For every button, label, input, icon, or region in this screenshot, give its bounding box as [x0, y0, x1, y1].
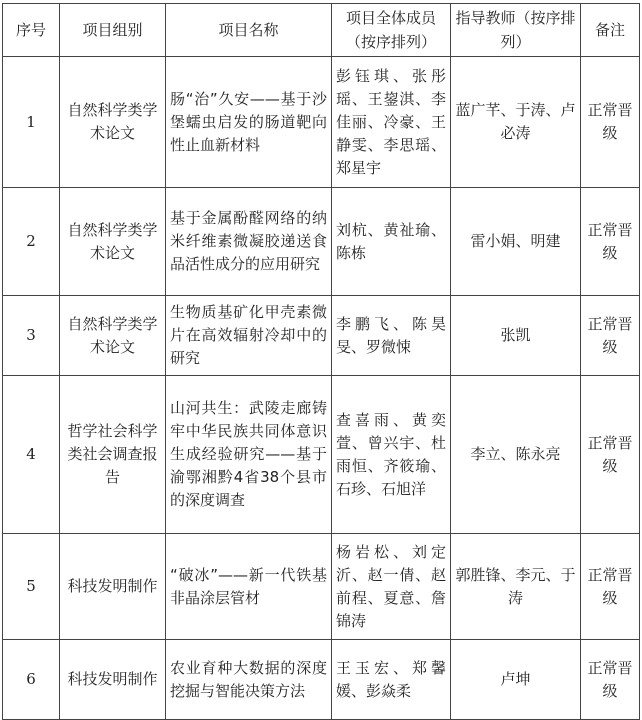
cell-group: 科技发明制作	[60, 640, 166, 720]
cell-seq: 1	[3, 57, 60, 188]
header-name: 项目名称	[166, 4, 332, 57]
cell-name: 山河共生：武陵走廊铸牢中华民族共同体意识生成经验研究——基于渝鄂湘黔4省38个县市的深度调查	[166, 376, 332, 534]
cell-group: 科技发明制作	[60, 534, 166, 640]
cell-seq: 5	[3, 534, 60, 640]
cell-advisors: 卢坤	[451, 640, 581, 720]
cell-name: 生物质基矿化甲壳素微片在高效辐射冷却中的研究	[166, 296, 332, 376]
header-advisors: 指导教师（按序排列）	[451, 4, 581, 57]
cell-members: 杨岩松、刘定沂、赵一倩、赵前程、夏意、詹锦涛	[332, 534, 451, 640]
cell-members: 刘杭、黄祉瑜、陈栋	[332, 188, 451, 296]
cell-name: “破冰”——新一代铁基非晶涂层管材	[166, 534, 332, 640]
cell-remark: 正常晋级	[581, 188, 640, 296]
cell-group: 哲学社会科学类社会调查报告	[60, 376, 166, 534]
cell-remark: 正常晋级	[581, 57, 640, 188]
header-remark: 备注	[581, 4, 640, 57]
cell-advisors: 李立、陈永亮	[451, 376, 581, 534]
cell-name: 农业育种大数据的深度挖掘与智能决策方法	[166, 640, 332, 720]
table-row	[3, 640, 640, 720]
header-group: 项目组别	[60, 4, 166, 57]
header-seq: 序号	[3, 4, 60, 57]
cell-seq: 6	[3, 640, 60, 720]
cell-seq: 4	[3, 376, 60, 534]
cell-advisors: 张凯	[451, 296, 581, 376]
cell-advisors: 雷小娟、明建	[451, 188, 581, 296]
cell-remark: 正常晋级	[581, 640, 640, 720]
cell-seq: 2	[3, 188, 60, 296]
table-row	[3, 376, 640, 534]
cell-seq: 3	[3, 296, 60, 376]
cell-members: 李鹏飞、陈昊旻、罗微悚	[332, 296, 451, 376]
header-row	[3, 4, 640, 57]
cell-members: 王玉宏、郑馨媛、彭焱柔	[332, 640, 451, 720]
table-row	[3, 57, 640, 188]
cell-advisors: 蓝广芊、于涛、卢必涛	[451, 57, 581, 188]
cell-name: 基于金属酚醛网络的纳米纤维素微凝胶递送食品活性成分的应用研究	[166, 188, 332, 296]
cell-members: 查喜雨、黄奕萱、曾兴宇、杜雨恒、齐筱瑜、石珍、石旭洋	[332, 376, 451, 534]
cell-remark: 正常晋级	[581, 534, 640, 640]
cell-group: 自然科学类学术论文	[60, 188, 166, 296]
table-row	[3, 296, 640, 376]
cell-members: 彭钰琪、张彤瑶、王鋆淇、李佳丽、冷豪、王静雯、李思瑶、郑星宇	[332, 57, 451, 188]
cell-remark: 正常晋级	[581, 376, 640, 534]
project-table	[2, 3, 640, 720]
cell-remark: 正常晋级	[581, 296, 640, 376]
header-members: 项目全体成员（按序排列）	[332, 4, 451, 57]
cell-name: 肠“治”久安——基于沙堡蠕虫启发的肠道靶向性止血新材料	[166, 57, 332, 188]
table-row	[3, 188, 640, 296]
cell-advisors: 郭胜锋、李元、于涛	[451, 534, 581, 640]
cell-group: 自然科学类学术论文	[60, 296, 166, 376]
table-row	[3, 534, 640, 640]
cell-group: 自然科学类学术论文	[60, 57, 166, 188]
